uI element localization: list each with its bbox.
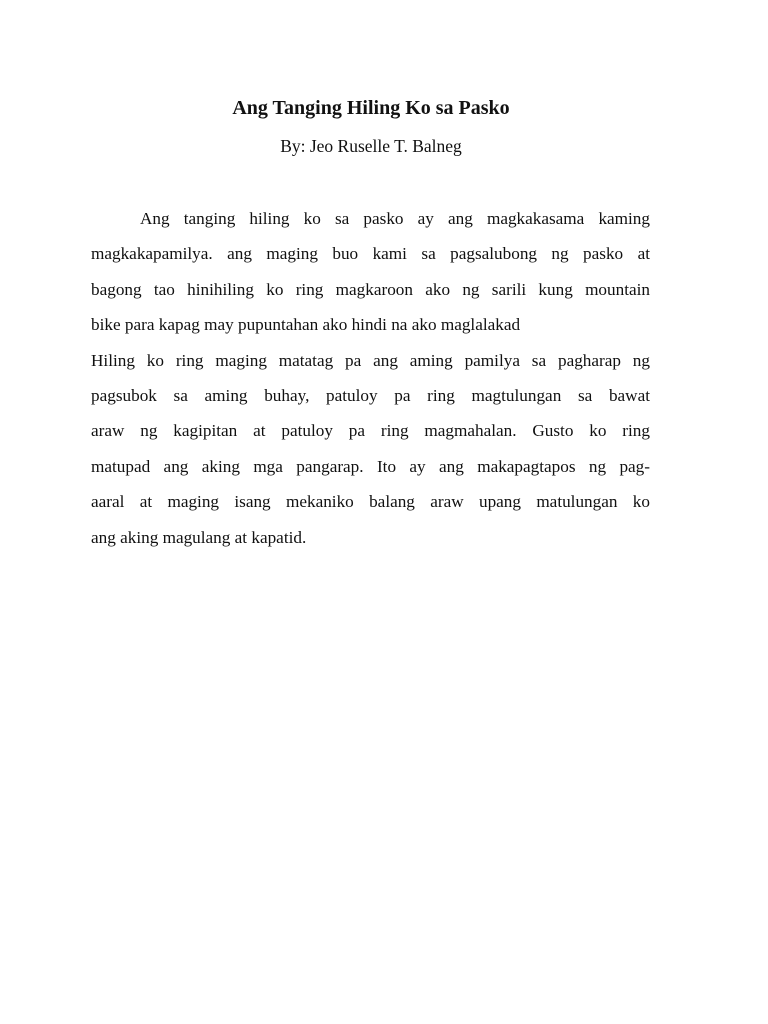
document-body <box>91 201 650 555</box>
paragraph-line: araw ng kagipitan at patuloy pa ring magmahalan. Gusto ko ring <box>91 421 650 441</box>
paragraph-line: Ang tanging hiling ko sa pasko ay ang magkakasama kaming <box>140 209 650 228</box>
paragraph-line: pagsubok sa aming buhay, patuloy pa ring magtulungan sa bawat <box>91 385 650 405</box>
paragraph-line: ang aking magulang at kapatid. <box>91 527 307 547</box>
paragraph-line: aaral at maging isang mekaniko balang araw upang matulungan ko <box>91 492 650 512</box>
paragraph-line: magkakapamilya. ang maging buo kami sa pagsalubong ng pasko at <box>91 244 650 264</box>
paragraph-line: matupad ang aking mga pangarap. Ito ay ang makapagtapos ng pag- <box>91 456 650 476</box>
paragraph-line: Hiling ko ring maging matatag pa ang aming pamilya sa pagharap ng <box>91 350 650 370</box>
paragraph-line: bagong tao hinihiling ko ring magkaroon ako ng sarili kung mountain <box>91 279 650 299</box>
author-byline: By: Jeo Ruselle T. Balneg <box>280 136 462 156</box>
paragraph-line: bike para kapag may pupuntahan ako hindi na ako maglalakad <box>91 315 521 335</box>
document-title: Ang Tanging Hiling Ko sa Pasko <box>232 97 510 119</box>
